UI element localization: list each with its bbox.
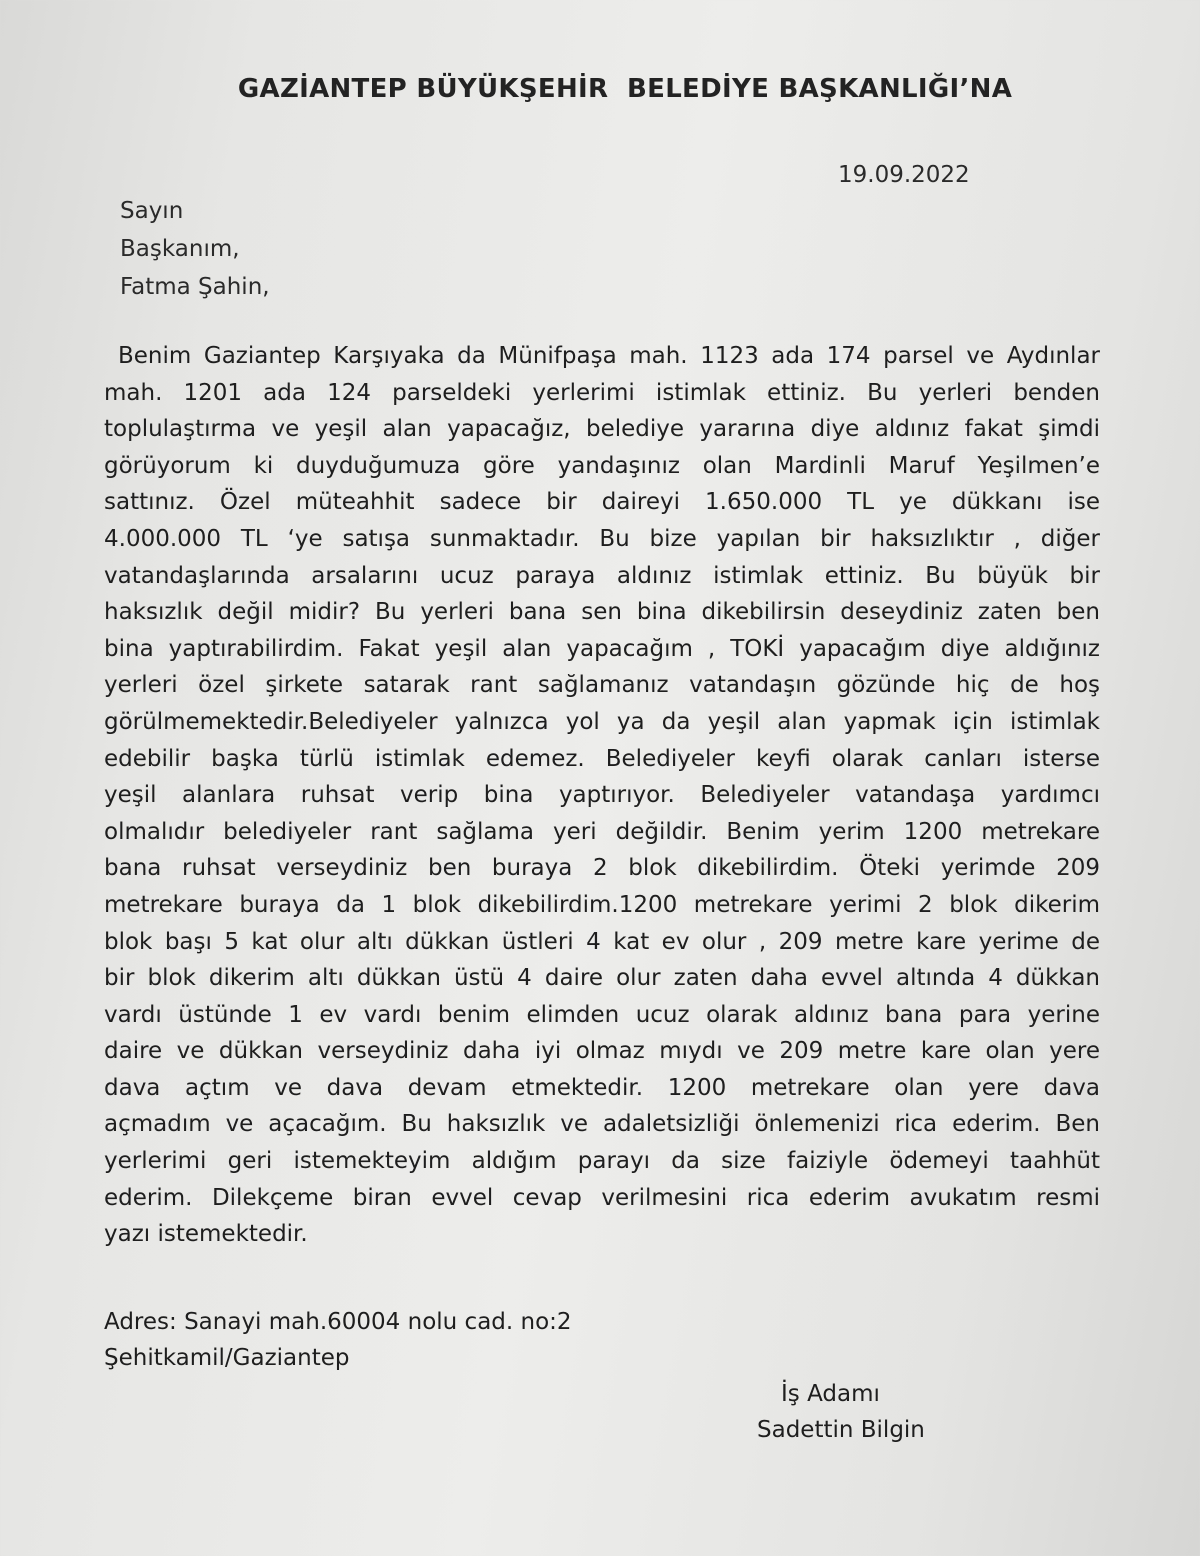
body-line: bina yaptırabilirdim. Fakat yeşil alan yapacağım , TOKİ yapacağım diye aldığınız <box>104 635 1100 662</box>
body-line: bir blok dikerim altı dükkan üstü 4 daire olur zaten daha evvel altında 4 dükkan <box>104 965 1100 992</box>
salutation-block <box>120 192 270 306</box>
signer-name: Sadettin Bilgin <box>757 1417 925 1443</box>
signature-block <box>757 1376 925 1448</box>
address-line: Adres: Sanayi mah.60004 nolu cad. no:2 <box>104 1309 572 1335</box>
address-line: Şehitkamil/Gaziantep <box>104 1345 350 1371</box>
body-line: 4.000.000 TL ‘ye satışa sunmaktadır. Bu bize yapılan bir haksızlıktır , diğer <box>104 525 1100 552</box>
body-line: metrekare buraya da 1 blok dikebilirdim.1200 metrekare yerimi 2 blok dikerim <box>104 891 1100 918</box>
body-line: yerleri özel şirkete satarak rant sağlamanız vatandaşın gözünde hiç de hoş <box>104 672 1100 699</box>
salutation-line: Fatma Şahin, <box>120 274 270 300</box>
signer-title: İş Adamı <box>781 1381 880 1407</box>
body-line: blok başı 5 kat olur altı dükkan üstleri 4 kat ev olur , 209 metre kare yerime de <box>104 928 1100 955</box>
body-line: haksızlık değil midir? Bu yerleri bana sen bina dikebilirsin deseydiniz zaten ben <box>104 599 1100 626</box>
body-line: edebilir başka türlü istimlak edemez. Belediyeler keyfi olarak canları isterse <box>104 745 1100 772</box>
salutation-line: Sayın <box>120 198 184 224</box>
body-line: toplulaştırma ve yeşil alan yapacağız, belediye yararına diye aldınız fakat şimdi <box>104 416 1100 443</box>
letter-body <box>104 338 1100 1253</box>
body-line: sattınız. Özel müteahhit sadece bir daireyi 1.650.000 TL ye dükkanı ise <box>104 489 1100 516</box>
body-line: görüyorum ki duyduğumuza göre yandaşınız olan Mardinli Maruf Yeşilmen’e <box>104 452 1100 479</box>
body-line: açmadım ve açacağım. Bu haksızlık ve adaletsizliği önlemenizi rica ederim. Ben <box>104 1111 1100 1138</box>
salutation-line: Başkanım, <box>120 236 240 262</box>
letter-date: 19.09.2022 <box>838 162 970 188</box>
body-line: yazı istemektedir. <box>104 1221 308 1248</box>
address-block <box>104 1304 572 1376</box>
body-line: vardı üstünde 1 ev vardı benim elimden ucuz olarak aldınız bana para yerine <box>104 1001 1100 1028</box>
body-line: mah. 1201 ada 124 parseldeki yerlerimi istimlak ettiniz. Bu yerleri benden <box>104 379 1100 406</box>
body-line: ederim. Dilekçeme biran evvel cevap verilmesini rica ederim avukatım resmi <box>104 1184 1100 1211</box>
body-line: vatandaşlarında arsalarını ucuz paraya aldınız istimlak ettiniz. Bu büyük bir <box>104 562 1100 589</box>
body-line: Benim Gaziantep Karşıyaka da Münifpaşa mah. 1123 ada 174 parsel ve Aydınlar <box>118 343 1100 369</box>
letter-heading: GAZİANTEP BÜYÜKŞEHİR BELEDİYE BAŞKANLIĞI’NA <box>237 74 1013 104</box>
body-line: bana ruhsat verseydiniz ben buraya 2 blok dikebilirdim. Öteki yerimde 209 <box>104 855 1100 882</box>
body-line: dava açtım ve dava devam etmektedir. 1200 metrekare olan yere dava <box>104 1074 1100 1101</box>
body-line: daire ve dükkan verseydiniz daha iyi olmaz mıydı ve 209 metre kare olan yere <box>104 1038 1100 1065</box>
body-line: yeşil alanlara ruhsat verip bina yaptırıyor. Belediyeler vatandaşa yardımcı <box>104 782 1100 809</box>
body-line: yerlerimi geri istemekteyim aldığım parayı da size faiziyle ödemeyi taahhüt <box>104 1148 1100 1175</box>
body-line: görülmemektedir.Belediyeler yalnızca yol ya da yeşil alan yapmak için istimlak <box>104 708 1100 735</box>
body-line: olmalıdır belediyeler rant sağlama yeri değildir. Benim yerim 1200 metrekare <box>104 818 1100 845</box>
